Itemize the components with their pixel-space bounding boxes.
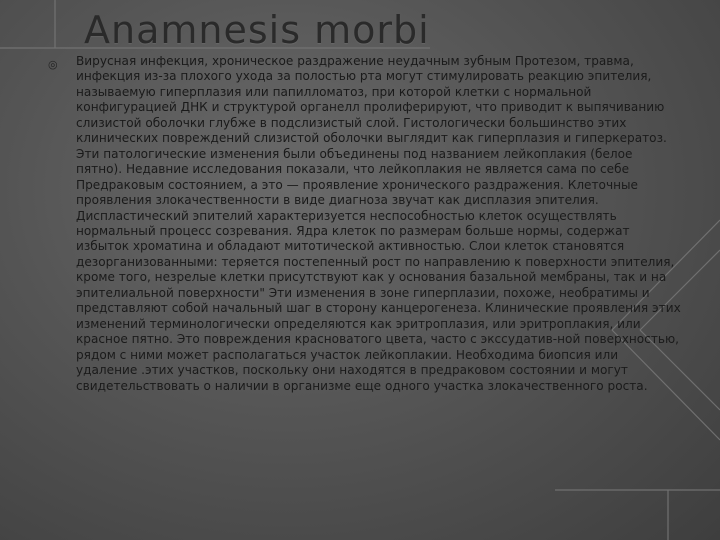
slide-title: Anamnesis morbi [84,8,430,52]
target-bullet-icon: ◎ [48,58,58,71]
slide-body-text: Вирусная инфекция, хроническое раздражение неудачным зубным Протезом, травма, инфекция из-за плохого ухода за полостью рта могут стимулировать реакцию эпителия, называемую гиперплазия или папилломатоз, при которой клетки с нормальной конфигурацией ДНК и структурой органелл пролиферируют, что приводит к выпячиванию слизистой оболочки глубже в подслизистый слой. Гистологически большинство этих клинических повреждений слизистой оболочки выглядит как гиперплазия и гиперкератоз. Эти патологические изменения были объединены под названием лейкоплакия (белое пятно). Недавние исследования показали, что лейкоплакия не является сама по себе Предраковым состоянием, а это — проявление хронического раздражения. Клеточные проявления злокачественности в виде диагноза звучат как дисплазия эпителия. Диспластический эпителий характеризуется неспособностью клеток осуществлять нормальный процесс созревания. Ядра клеток по размерам больше нормы, содержат избыток хроматина и обладают митотической активностью. Слои клеток становятся дезорганизованными: теряется постепенный рост по направлению к поверхности эпителия, кроме того, незрелые клетки присутствуют как у основания базальной мембраны, так и на эпителиальной поверхности" Эти изменения в зоне гиперплазии, похоже, необратимы и представляют собой начальный шаг в сторону канцерогенеза. Клинические проявления этих изменений терминологически определяются как эритроплазия, или эритроплакия, или красное пятно. Это повреждения красноватого цвета, часто с экссудатив-ной поверхностью, рядом с ними может располагаться участок лейкоплакии. Необходима биопсия или удаление .этих участков, поскольку они находятся в предраковом состоянии и могут свидетельствовать о наличии в организме еще одного участка злокачественного роста. [76,54,681,393]
